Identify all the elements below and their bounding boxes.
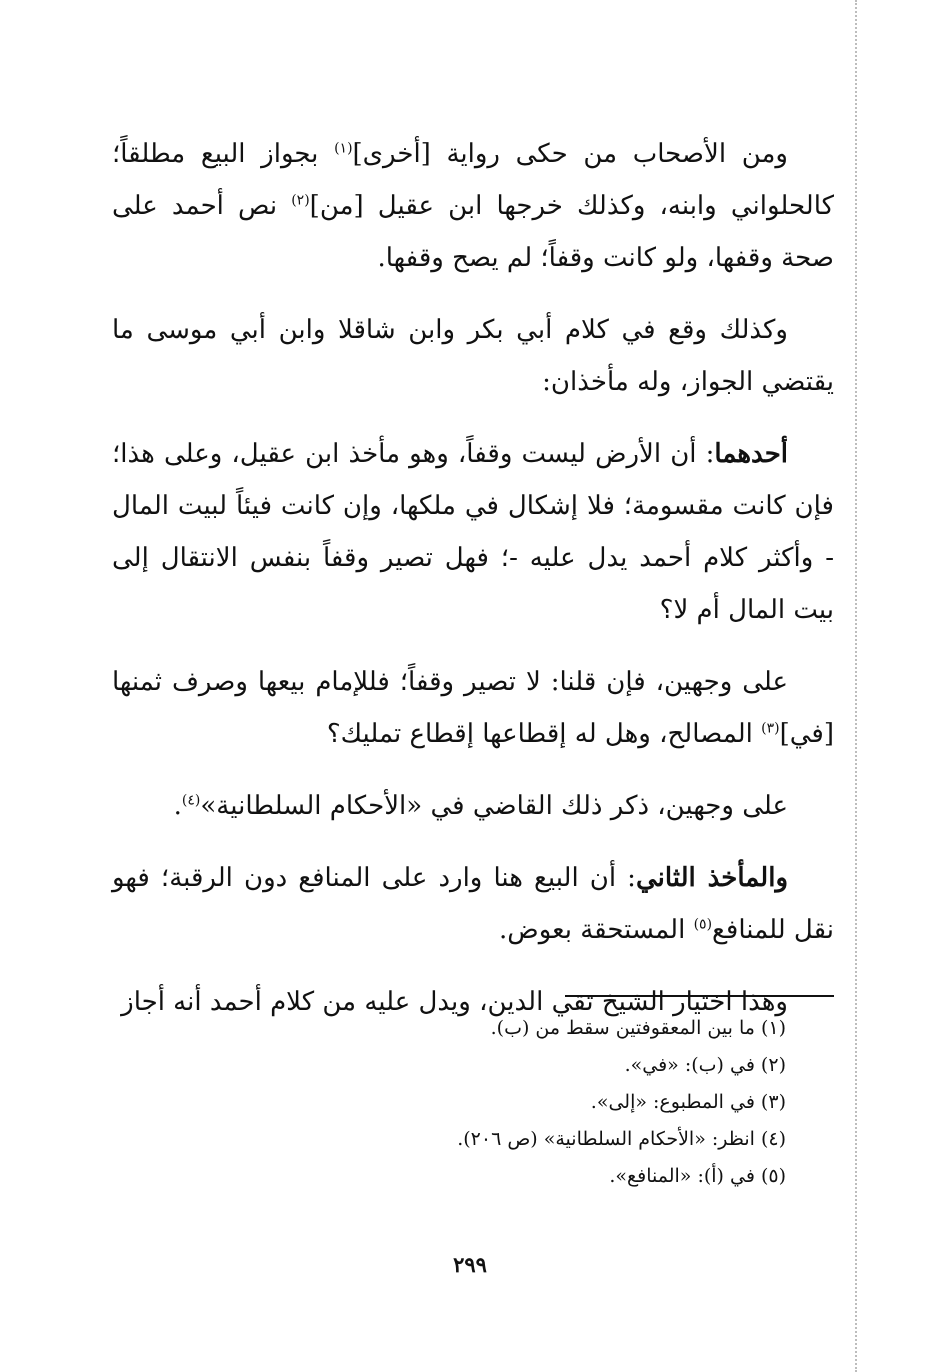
paragraph [112,128,834,284]
paragraph [112,656,834,760]
footnote-item: (١) ما بين المعقوفتين سقط من (ب). [490,1017,786,1039]
footnote-item: (٢) في (ب): «في». [624,1054,786,1076]
footnote-item: (٥) في (أ): «المنافع». [609,1165,786,1187]
paragraph-lead-word: أحدهما [714,439,788,469]
main-text [112,128,834,1048]
footnote-item: (٤) انظر: «الأحكام السلطانية» (ص ٢٠٦). [457,1128,786,1150]
paragraph-lead-word: والمأخذ الثاني [635,863,789,893]
text-segment: نص أحمد على صحة وقفها، ولو كانت وقفاً؛ لم يصح وقفها. [112,191,834,273]
text-segment: على وجهين، ذكر ذلك القاضي في «الأحكام السلطانية» [200,791,788,821]
page-edge-dotted-line [855,0,857,1372]
text-segment: على وجهين، فإن قلنا: لا تصير وقفاً؛ فللإمام بيعها وصرف ثمنها [في] [112,667,834,749]
text-segment: المستحقة بعوض. [499,915,694,945]
text-segment: المصالح، وهل له إقطاعها إقطاع تمليك؟ [326,719,762,749]
paragraph [112,852,834,956]
footnote-marker: (٢) [291,192,310,209]
paragraph [112,428,834,636]
footnote-marker: (٣) [761,720,780,737]
text-segment: : أن الأرض ليست وقفاً، وهو مأخذ ابن عقيل، وعلى هذا؛ فإن كانت مقسومة؛ فلا إشكال في ملكها، وإن كانت فيئاً لبيت المال - وأكثر كلام أحمد يدل عليه -؛ فهل تصير وقفاً بنفس الانتقال إلى بيت المال أم لا؟ [112,439,834,625]
footnote-separator-rule [565,995,834,997]
footnote-item: (٣) في المطبوع: «إلى». [590,1091,786,1113]
footnote-marker: (١) [334,140,353,157]
text-segment: : أن البيع هنا وارد على المنافع دون الرقبة؛ فهو نقل للمنافع [112,863,834,945]
text-segment: . [173,791,182,821]
text-segment: بجواز البيع مطلقاً؛ كالحلواني وابنه، وكذلك خرجها ابن عقيل [من] [112,139,834,221]
text-segment: وهذا اختيار الشيخ تقي الدين، ويدل عليه من كلام أحمد أنه أجاز [121,987,788,1017]
text-segment: ومن الأصحاب من حكى رواية [أخرى] [352,139,788,169]
footnote-marker: (٤) [181,792,201,809]
page-number: ٢٩٩ [453,1252,487,1277]
paragraph [112,304,834,408]
paragraph [112,780,834,832]
footnote-marker: (٥) [693,916,713,933]
text-segment: وكذلك وقع في كلام أبي بكر وابن شاقلا وابن أبي موسى ما يقتضي الجواز، وله مأخذان: [112,315,834,397]
footnotes [300,1010,786,1195]
